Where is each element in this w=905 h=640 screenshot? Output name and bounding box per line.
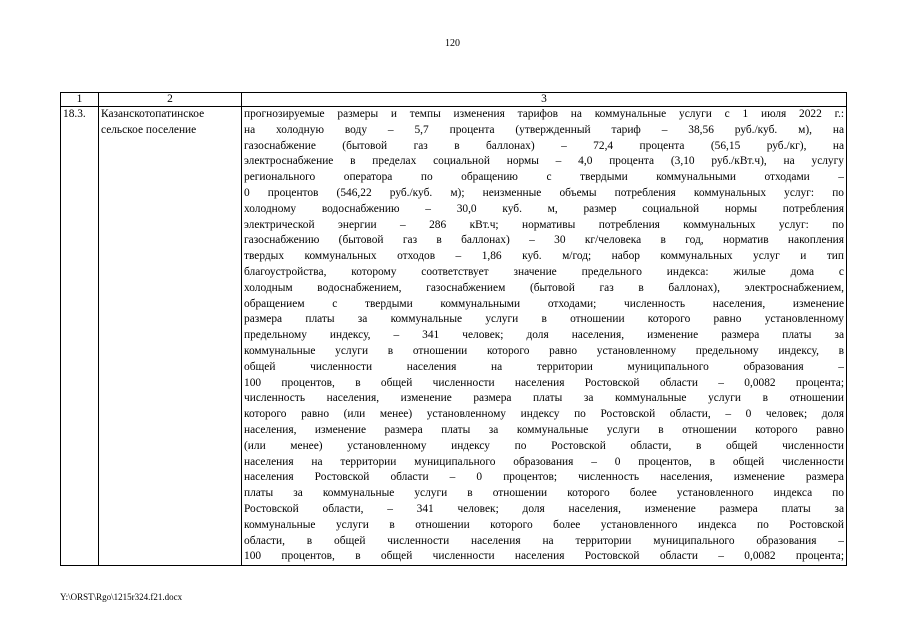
description-line: на холодную воду – 5,7 процента (утвержденный тариф – 38,56 руб./куб. м), на [244, 123, 844, 136]
table-row [61, 107, 847, 566]
description-cell [242, 107, 847, 566]
footer-file-path: Y:\ORST\Rgo\1215r324.f21.docx [60, 592, 183, 602]
data-table [60, 92, 847, 566]
description-line: газоснабжению (бытовой газ в баллонах) – 30 кг/человека в год, норматив накопления [244, 234, 844, 247]
description-line: населения, изменение размера платы за коммунальные услуги в отношении которого равно [244, 423, 844, 436]
header-col-2: 2 [99, 93, 242, 107]
description-line: размера платы за коммунальные услуги в отношении которого равно установленному [244, 313, 844, 326]
description-line: газоснабжение (бытовой газ в баллонах) – 72,4 процента (56,15 руб./кг), на [244, 139, 844, 152]
header-col-3: 3 [242, 93, 847, 107]
description-line: общей численности населения на территории муниципального образования – [244, 360, 844, 373]
settlement-name-line: Казанскотопатинское [101, 108, 205, 120]
description-line: 100 процентов, в общей численности населения Ростовской области – 0,0082 процента; [244, 376, 844, 389]
description-line: (или менее) установленному индексу по Ростовской области, в общей численности [244, 439, 844, 452]
table-header-row [61, 93, 847, 107]
row-number-cell: 18.3. [61, 107, 99, 566]
description-line: холодному водоснабжению – 30,0 куб. м, размер социальной нормы потребления [244, 202, 844, 215]
description-line: населения на территории муниципального образования – 0 процентов, в общей численности [244, 455, 844, 468]
page-number: 120 [445, 38, 460, 49]
description-line: твердых коммунальных отходов – 1,86 куб. м/год; набор коммунальных услуг и тип [244, 250, 844, 263]
description-line: 0 процентов (546,22 руб./куб. м); неизменные объемы потребления коммунальных услуг: по [244, 186, 844, 199]
settlement-name-line: сельское поселение [101, 123, 197, 136]
description-line: обращением с твердыми коммунальными отходами; численность населения, изменение [244, 297, 844, 310]
description-line: численность населения, изменение размера платы за коммунальные услуги в отношении [244, 392, 844, 405]
description-line: регионального оператора по обращению с твердыми коммунальными отходами – [244, 171, 844, 184]
description-line: области, в общей численности населения на территории муниципального образования – [244, 534, 844, 547]
description-line: платы за коммунальные услуги в отношении которого более установленного индекса по [244, 487, 844, 500]
description-line: коммунальные услуги в отношении которого более установленного индекса по Ростовской [244, 518, 844, 531]
description-line: прогнозируемые размеры и темпы изменения тарифов на коммунальные услуги с 1 июля 2022 г.: [244, 108, 844, 120]
settlement-name-cell [99, 107, 242, 566]
description-line: населения Ростовской области – 0 процентов; численность населения, изменение размера [244, 471, 844, 484]
description-line: которого равно (или менее) установленному индексу по Ростовской области, – 0 человек; доля [244, 408, 844, 421]
description-line: 100 процентов, в общей численности населения Ростовской области – 0,0082 процента; [244, 550, 844, 563]
description-line: Ростовской области, – 341 человек; доля населения, изменение размера платы за [244, 502, 844, 515]
description-line: благоустройства, которому соответствует значение предельного индекса: жилые дома с [244, 265, 844, 278]
description-line: электроснабжение в пределах социальной нормы – 4,0 процента (3,10 руб./кВт.ч), на услугу [244, 155, 844, 168]
description-line: предельному индексу, – 341 человек; доля населения, изменение размера платы за [244, 329, 844, 342]
description-line: холодным водоснабжением, газоснабжением (бытовой газ в баллонах), электроснабжением, [244, 281, 844, 294]
description-line: коммунальные услуги в отношении которого равно установленному предельному индексу, в [244, 344, 844, 357]
description-line: электрической энергии – 286 кВт.ч; нормативы потребления коммунальных услуг: по [244, 218, 844, 231]
header-col-1: 1 [61, 93, 99, 107]
